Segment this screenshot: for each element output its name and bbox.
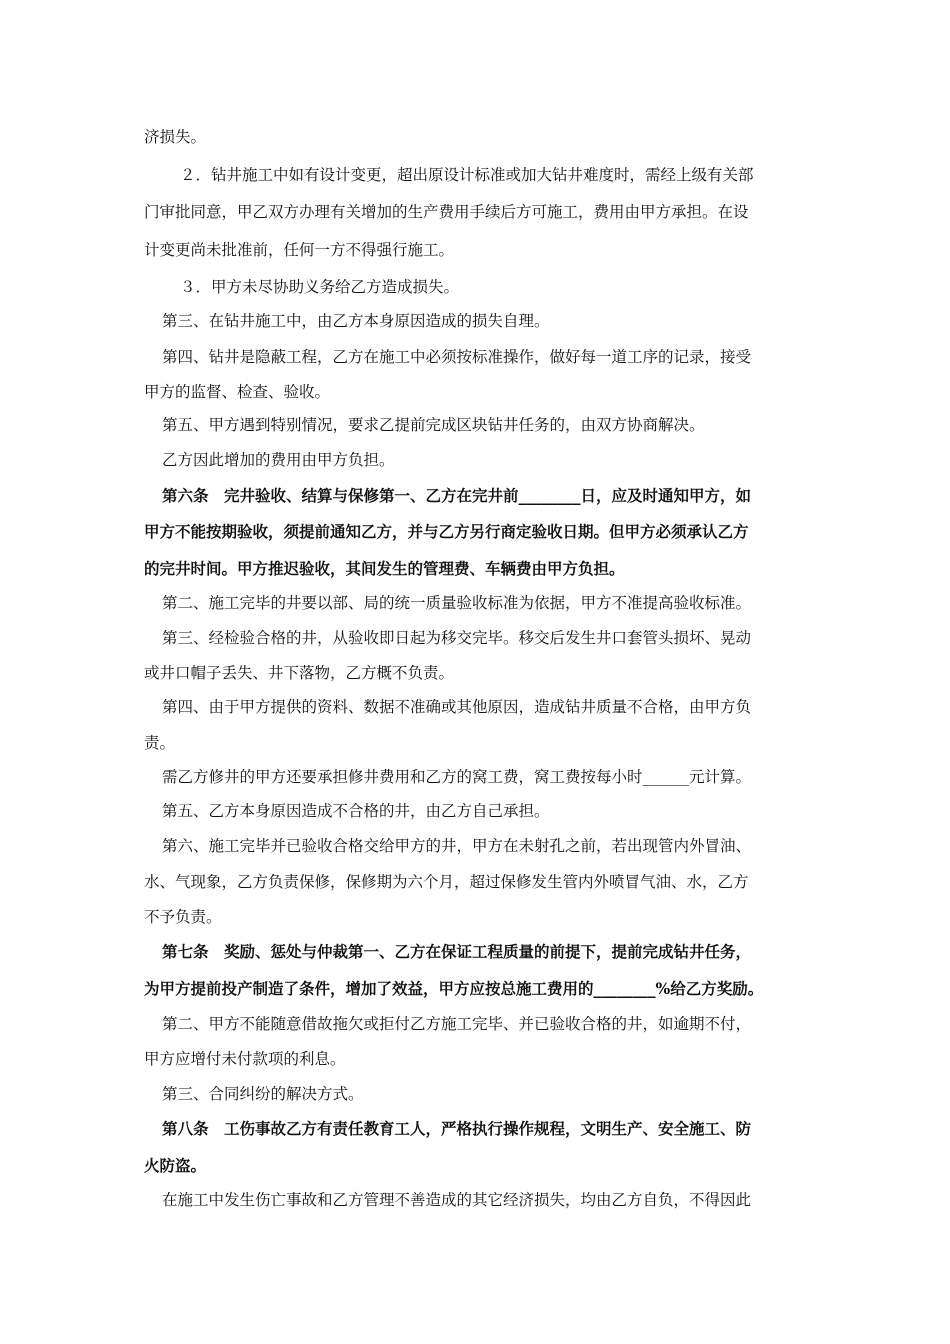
paragraph-line: 甲方应增付未付款项的利息。 <box>144 1050 346 1068</box>
paragraph-line: 不予负责。 <box>144 908 222 926</box>
article-heading-line: 甲方不能按期验收，须提前通知乙方，并与乙方另行商定验收日期。但甲方必须承认乙方 <box>144 522 749 541</box>
paragraph-line: 第二、甲方不能随意借故拖欠或拒付乙方施工完毕、并已验收合格的井，如逾期不付， <box>162 1015 752 1033</box>
paragraph-line: 计变更尚未批准前，任何一方不得强行施工。 <box>144 241 455 259</box>
paragraph-line: 第三、在钻井施工中，由乙方本身原因造成的损失自理。 <box>162 312 550 330</box>
article-heading-line: 火防盗。 <box>144 1156 207 1175</box>
article-heading-line: 第六条 完井验收、结算与保修第一、乙方在完井前________日，应及时通知甲方，如 <box>162 486 752 505</box>
paragraph-line: 乙方因此增加的费用由甲方负担。 <box>162 451 395 469</box>
paragraph-line: 第三、经检验合格的井，从验收即日起为移交完毕。移交后发生井口套管头损坏、晃动 <box>162 629 752 647</box>
paragraph-line: 或井口帽子丢失、井下落物，乙方概不负责。 <box>144 664 455 682</box>
paragraph-line: 水、气现象，乙方负责保修，保修期为六个月，超过保修发生管内外喷冒气油、水，乙方 <box>144 873 749 891</box>
paragraph-line: 需乙方修井的甲方还要承担修井费用和乙方的窝工费，窝工费按每小时______元计算。 <box>162 768 752 786</box>
paragraph-line: ２．钻井施工中如有设计变更，超出原设计标准或加大钻井难度时，需经上级有关部 <box>180 166 754 184</box>
paragraph-line: 第四、钻井是隐蔽工程，乙方在施工中必须按标准操作，做好每一道工序的记录，接受 <box>162 348 752 366</box>
paragraph-line: 济损失。 <box>144 128 207 146</box>
paragraph-line: 第五、甲方遇到特别情况，要求乙提前完成区块钻井任务的，由双方协商解决。 <box>162 416 705 434</box>
article-heading-line: 第八条 工伤事故乙方有责任教育工人，严格执行操作规程，文明生产、安全施工、防 <box>162 1119 752 1138</box>
article-heading-line: 第七条 奖励、惩处与仲裁第一、乙方在保证工程质量的前提下，提前完成钻井任务， <box>162 942 752 961</box>
paragraph-line: ３．甲方未尽协助义务给乙方造成损失。 <box>180 278 460 296</box>
paragraph-line: 第五、乙方本身原因造成不合格的井，由乙方自己承担。 <box>162 802 550 820</box>
paragraph-line: 甲方的监督、检查、验收。 <box>144 383 331 401</box>
paragraph-line: 在施工中发生伤亡事故和乙方管理不善造成的其它经济损失，均由乙方自负，不得因此 <box>162 1191 752 1209</box>
paragraph-line: 第四、由于甲方提供的资料、数据不准确或其他原因，造成钻井质量不合格，由甲方负 <box>162 698 752 716</box>
paragraph-line: 责。 <box>144 734 176 752</box>
paragraph-line: 第三、合同纠纷的解决方式。 <box>162 1085 364 1103</box>
paragraph-line: 第二、施工完毕的井要以部、局的统一质量验收标准为依据，甲方不准提高验收标准。 <box>162 594 752 612</box>
paragraph-line: 门审批同意，甲乙双方办理有关增加的生产费用手续后方可施工，费用由甲方承担。在设 <box>144 203 749 221</box>
article-heading-line: 为甲方提前投产制造了条件，增加了效益，甲方应按总施工费用的________%给乙方奖励。 <box>144 979 764 998</box>
paragraph-line: 第六、施工完毕并已验收合格交给甲方的井，甲方在未射孔之前，若出现管内外冒油、 <box>162 837 752 855</box>
article-heading-line: 的完井时间。甲方推迟验收，其间发生的管理费、车辆费由甲方负担。 <box>144 559 625 578</box>
